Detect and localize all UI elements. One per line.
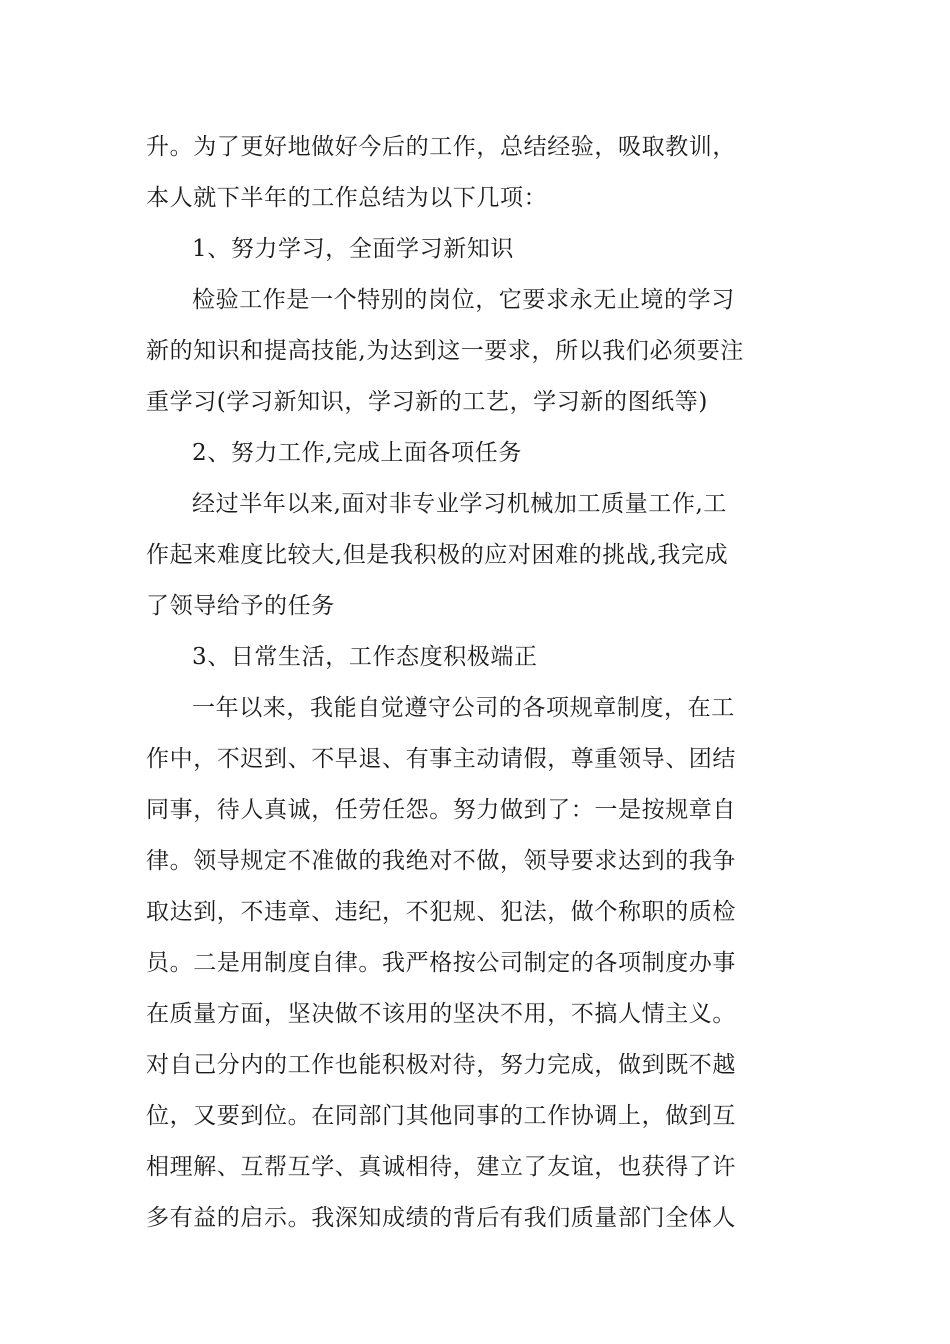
section-heading: 1、努力学习，全面学习新知识 xyxy=(192,236,515,262)
text-line: 员。二是用制度自律。我严格按公司制定的各项制度办事 xyxy=(146,950,736,976)
text-line: 升。为了更好地做好今后的工作，总结经验，吸取教训， xyxy=(146,134,736,160)
text-line: 多有益的启示。我深知成绩的背后有我们质量部门全体人 xyxy=(146,1205,736,1231)
text-line: 同事，待人真诚，任劳任怨。努力做到了：一是按规章自 xyxy=(146,797,736,823)
text-line: 本人就下半年的工作总结为以下几项： xyxy=(146,185,548,211)
text-line: 取达到，不违章、违纪，不犯规、犯法，做个称职的质检 xyxy=(146,899,736,925)
text-line: 对自己分内的工作也能积极对待，努力完成，做到既不越 xyxy=(146,1052,736,1078)
text-line: 一年以来，我能自觉遵守公司的各项规章制度，在工 xyxy=(192,695,735,721)
document-body xyxy=(146,122,816,1244)
text-line: 检验工作是一个特别的岗位，它要求永无止境的学习 xyxy=(192,287,735,313)
section-heading: 2、努力工作,完成上面各项任务 xyxy=(192,440,522,466)
text-line: 了领导给予的任务 xyxy=(146,593,335,619)
text-line: 在质量方面，坚决做不该用的坚决不用，不搞人情主义。 xyxy=(146,1001,736,1027)
text-line: 律。领导规定不准做的我绝对不做，领导要求达到的我争 xyxy=(146,848,736,874)
text-line: 作中，不迟到、不早退、有事主动请假，尊重领导、团结 xyxy=(146,746,736,772)
text-line: 经过半年以来,面对非专业学习机械加工质量工作,工 xyxy=(192,491,728,517)
text-line: 相理解、互帮互学、真诚相待，建立了友谊，也获得了许 xyxy=(146,1154,736,1180)
text-line: 位，又要到位。在同部门其他同事的工作协调上，做到互 xyxy=(146,1103,736,1129)
text-line: 作起来难度比较大,但是我积极的应对困难的挑战,我完成 xyxy=(146,542,729,568)
section-heading: 3、日常生活，工作态度积极端正 xyxy=(192,644,538,670)
text-line: 新的知识和提高技能,为达到这一要求，所以我们必须要注 xyxy=(146,338,744,364)
text-line: 重学习(学习新知识，学习新的工艺，学习新的图纸等) xyxy=(146,389,708,415)
